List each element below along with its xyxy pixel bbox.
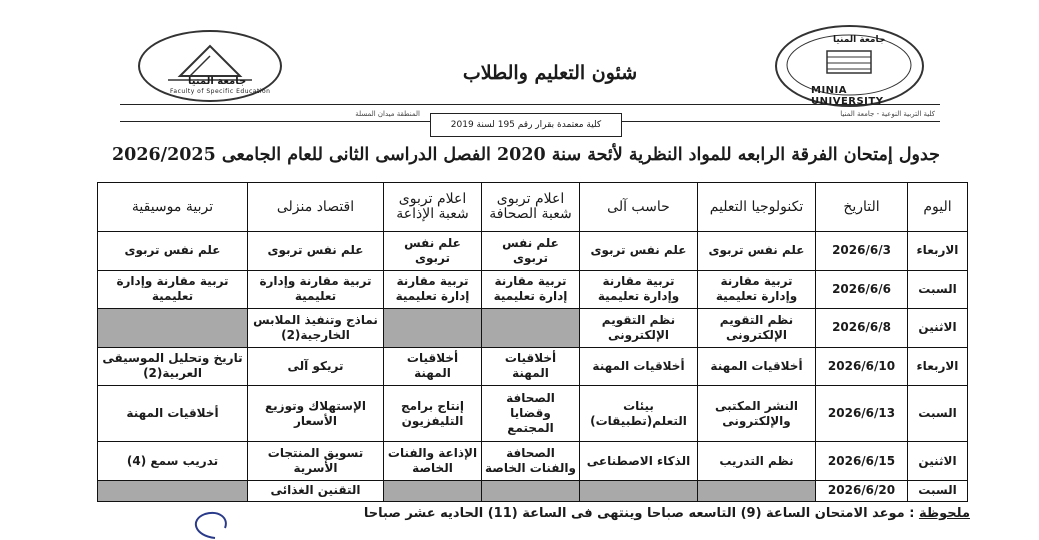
empty-exam-cell: [482, 480, 580, 501]
table-row: [98, 347, 968, 386]
address-line: المنطقة ميدان المسلة: [355, 110, 420, 118]
date-cell: 2026/6/13: [816, 386, 908, 442]
exam-cell: نظم التقويم الإلكترونى: [698, 309, 816, 348]
day-cell: الاثنين: [908, 309, 968, 348]
exam-cell: علم نفس تربوى: [98, 232, 248, 271]
empty-exam-cell: [384, 480, 482, 501]
header-rule-top: [120, 104, 940, 105]
table-row: [98, 442, 968, 481]
exam-cell: الإذاعة والفنات الخاصة: [384, 442, 482, 481]
table-row: [98, 232, 968, 271]
empty-exam-cell: [482, 309, 580, 348]
note-text: : موعد الامتحان الساعة (9) التاسعه صباحا وينتهى فى الساعة (11) الحاديه عشر صباحا: [363, 506, 915, 521]
faculty-logo-sub: Faculty of Specific Education: [170, 88, 271, 95]
header-home-economics: اقتصاد منزلى: [248, 183, 384, 232]
exam-cell: تربية مقارنة وإدارة تعليمية: [98, 270, 248, 309]
exam-cell: الصحافة وقضايا المجتمع: [482, 386, 580, 442]
table-row: [98, 270, 968, 309]
pen-mark-icon: [185, 510, 245, 540]
day-cell: السبت: [908, 270, 968, 309]
table-header-row: [98, 183, 968, 232]
exam-cell: الذكاء الاصطناعى: [580, 442, 698, 481]
university-logo-latin: MINIA UNIVERSITY: [811, 85, 884, 107]
exam-cell: الصحافة والفنات الخاصة: [482, 442, 580, 481]
exam-schedule-table: [97, 182, 968, 502]
exam-time-note: [300, 505, 970, 522]
date-cell: 2026/6/15: [816, 442, 908, 481]
day-cell: السبت: [908, 480, 968, 501]
exam-cell: تربية مقارنة إدارة تعليمية: [482, 270, 580, 309]
empty-exam-cell: [580, 480, 698, 501]
exam-cell: علم نفس تربوى: [580, 232, 698, 271]
day-cell: الاربعاء: [908, 347, 968, 386]
empty-exam-cell: [98, 480, 248, 501]
header-date: التاريخ: [816, 183, 908, 232]
exam-cell: الإستهلاك وتوزيع الأسعار: [248, 386, 384, 442]
exam-cell: أخلاقيات المهنة: [98, 386, 248, 442]
header-day: اليوم: [908, 183, 968, 232]
date-cell: 2026/6/3: [816, 232, 908, 271]
table-row: [98, 480, 968, 501]
day-cell: الاثنين: [908, 442, 968, 481]
exam-cell: علم نفس تربوى: [384, 232, 482, 271]
exam-cell: علم نفس تربوى: [698, 232, 816, 271]
exam-cell: نظم التقويم الإلكترونى: [580, 309, 698, 348]
exam-cell: نماذج وتنفيذ الملابس الخارجية(2): [248, 309, 384, 348]
date-cell: 2026/6/10: [816, 347, 908, 386]
note-label: ملحوظة: [918, 506, 970, 521]
exam-cell: علم نفس تربوى: [248, 232, 384, 271]
faculty-logo: [138, 30, 282, 102]
faculty-logo-name: جامعة المنيا: [188, 76, 247, 87]
accreditation-decree: كلية معتمدة بقرار رقم 195 لسنة 2019: [430, 113, 622, 137]
exam-cell: إنتاج برامج التليفزيون: [384, 386, 482, 442]
header-computer: حاسب آلى: [580, 183, 698, 232]
exam-cell: تربية مقارنة إدارة تعليمية: [384, 270, 482, 309]
exam-cell: تربية مقارنة وإدارة تعليمية: [248, 270, 384, 309]
exam-cell: نظم التدريب: [698, 442, 816, 481]
day-cell: السبت: [908, 386, 968, 442]
exam-cell: النشر المكتبى والإلكترونى: [698, 386, 816, 442]
empty-exam-cell: [698, 480, 816, 501]
exam-cell: أخلاقيات المهنة: [384, 347, 482, 386]
date-cell: 2026/6/20: [816, 480, 908, 501]
university-logo: [775, 25, 924, 107]
header-educational-technology: تكنولوجيا التعليم: [698, 183, 816, 232]
empty-exam-cell: [384, 309, 482, 348]
table-row: [98, 309, 968, 348]
header-media-press: اعلام تربوى شعبة الصحافة: [482, 183, 580, 232]
exam-cell: تريكو آلى: [248, 347, 384, 386]
exam-cell: أخلاقيات المهنة: [580, 347, 698, 386]
exam-cell: تربية مقارنة وإدارة تعليمية: [580, 270, 698, 309]
exam-cell: علم نفس تربوى: [482, 232, 580, 271]
empty-exam-cell: [98, 309, 248, 348]
exam-cell: التقنين الغذائى: [248, 480, 384, 501]
header-music-education: تربية موسيقية: [98, 183, 248, 232]
department-title: شئون التعليم والطلاب: [462, 62, 638, 84]
exam-cell: تربية مقارنة وإدارة تعليمية: [698, 270, 816, 309]
date-cell: 2026/6/8: [816, 309, 908, 348]
exam-cell: تدريب سمع (4): [98, 442, 248, 481]
exam-cell: بيئات التعلم(تطبيقات): [580, 386, 698, 442]
exam-cell: أخلاقيات المهنة: [698, 347, 816, 386]
table-row: [98, 386, 968, 442]
exam-cell: أخلاقيات المهنة: [482, 347, 580, 386]
schedule-title: جدول إمتحان الفرقة الرابعه للمواد النظرية لأئحة سنة 2020 الفصل الدراسى الثانى للعام الجامعى 2026/2025: [111, 145, 940, 165]
header-media-broadcast: اعلام تربوى شعبة الإذاعة: [384, 183, 482, 232]
faculty-line: كلية التربية النوعية - جامعة المنيا: [840, 110, 935, 118]
exam-cell: تسويق المنتجات الأسرية: [248, 442, 384, 481]
university-logo-name: جامعة المنيا: [833, 35, 886, 45]
date-cell: 2026/6/6: [816, 270, 908, 309]
day-cell: الاربعاء: [908, 232, 968, 271]
exam-cell: تاريخ وتحليل الموسيقى العربية(2): [98, 347, 248, 386]
